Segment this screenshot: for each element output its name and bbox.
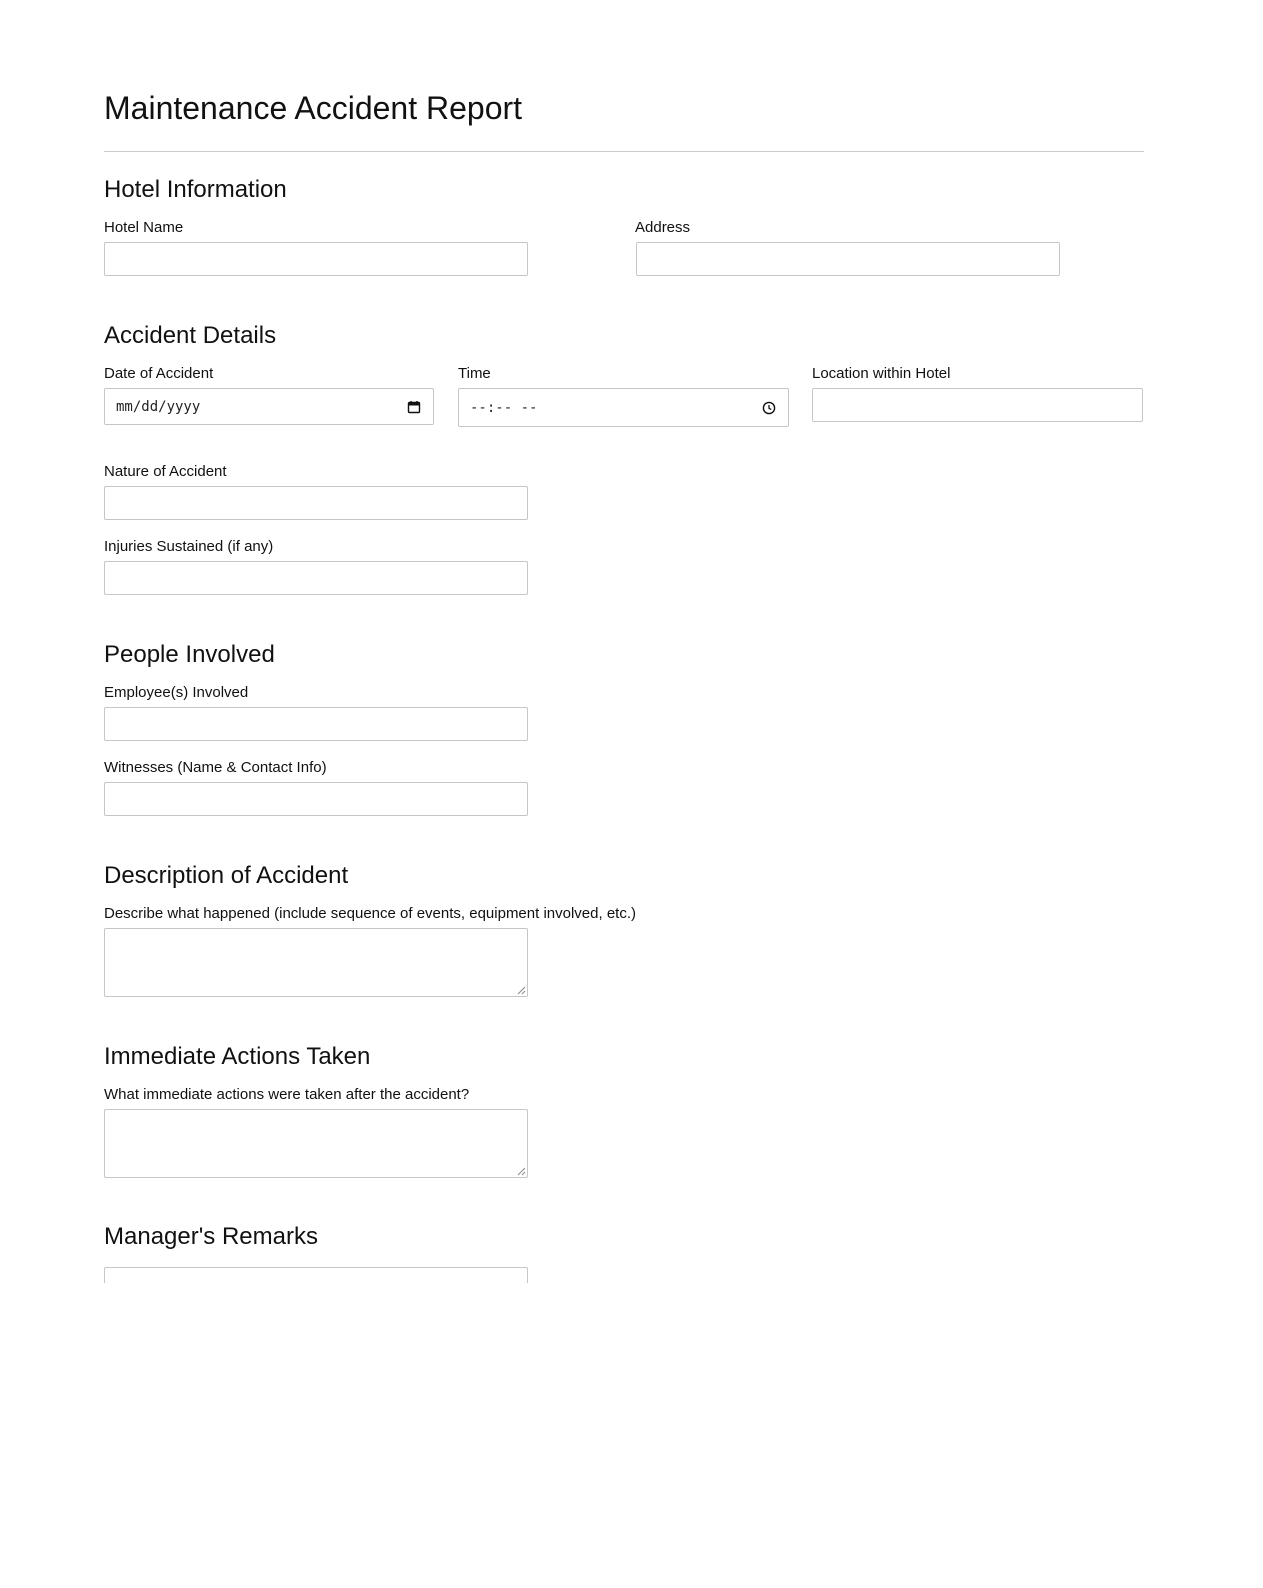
title-divider <box>104 151 1144 152</box>
date-placeholder: mm/dd/yyyy <box>116 398 201 415</box>
nature-of-accident-label: Nature of Accident <box>104 463 227 480</box>
nature-of-accident-input[interactable] <box>104 486 528 520</box>
employees-involved-label: Employee(s) Involved <box>104 684 249 701</box>
employees-involved-input[interactable] <box>104 707 528 741</box>
section-heading-hotel-information: Hotel Information <box>104 176 287 203</box>
clock-icon[interactable] <box>762 401 776 415</box>
calendar-icon[interactable] <box>407 400 421 414</box>
resize-grip-icon[interactable] <box>516 985 526 995</box>
location-within-hotel-input[interactable] <box>812 388 1143 422</box>
time-label: Time <box>458 365 491 382</box>
description-textarea[interactable] <box>104 928 528 997</box>
injuries-sustained-input[interactable] <box>104 561 528 595</box>
address-label: Address <box>635 219 691 236</box>
section-heading-description-of-accident: Description of Accident <box>104 862 349 889</box>
page-title: Maintenance Accident Report <box>104 90 523 126</box>
witnesses-label: Witnesses (Name & Contact Info) <box>104 759 327 776</box>
description-prompt-label: Describe what happened (include sequence of events, equipment involved, etc.) <box>104 905 636 922</box>
hotel-name-label: Hotel Name <box>104 219 184 236</box>
time-input[interactable] <box>458 388 789 427</box>
viewport-cutoff <box>0 1283 1263 1588</box>
date-of-accident-label: Date of Accident <box>104 365 214 382</box>
date-of-accident-input[interactable] <box>104 388 434 425</box>
section-heading-accident-details: Accident Details <box>104 322 277 349</box>
actions-textarea[interactable] <box>104 1109 528 1178</box>
section-heading-immediate-actions: Immediate Actions Taken <box>104 1043 371 1070</box>
hotel-name-input[interactable] <box>104 242 528 276</box>
location-within-hotel-label: Location within Hotel <box>812 365 951 382</box>
actions-prompt-label: What immediate actions were taken after the accident? <box>104 1086 470 1103</box>
time-placeholder: --:-- -- <box>470 399 538 416</box>
address-input[interactable] <box>636 242 1060 276</box>
section-heading-people-involved: People Involved <box>104 641 275 668</box>
resize-grip-icon[interactable] <box>516 1166 526 1176</box>
section-heading-managers-remarks: Manager's Remarks <box>104 1223 318 1250</box>
witnesses-input[interactable] <box>104 782 528 816</box>
injuries-sustained-label: Injuries Sustained (if any) <box>104 538 274 555</box>
